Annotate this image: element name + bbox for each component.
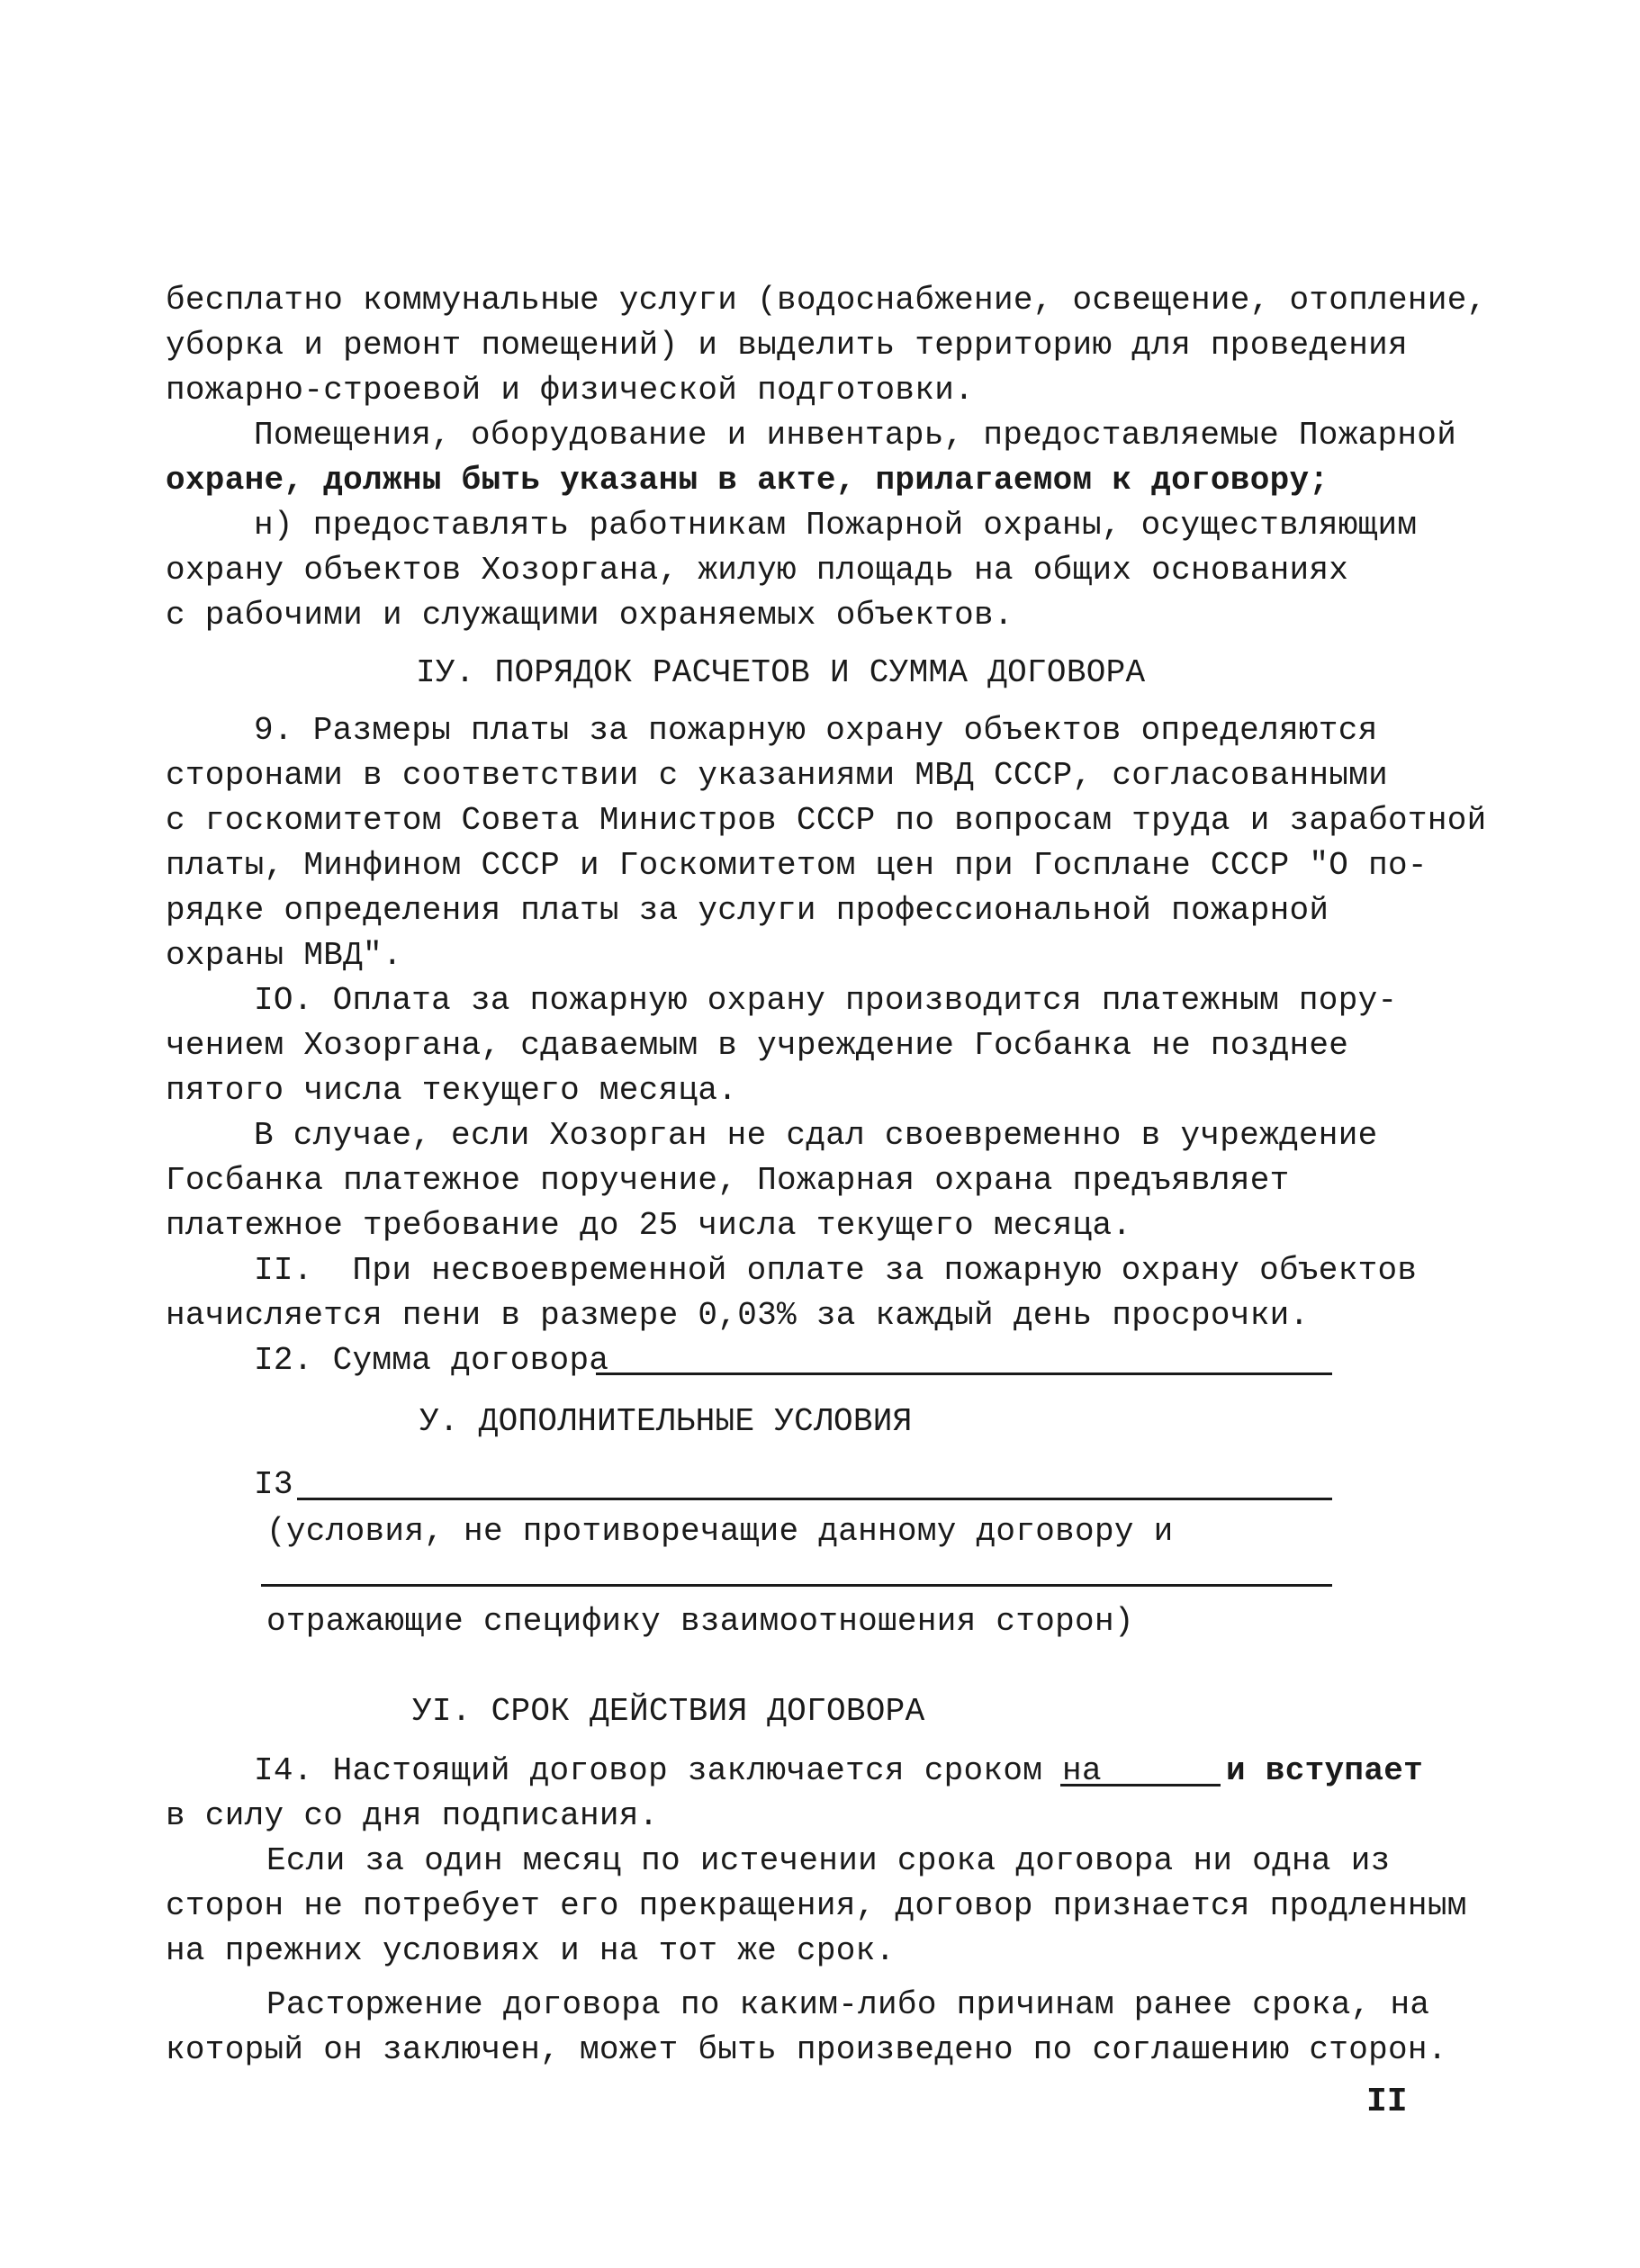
text-line: бесплатно коммунальные услуги (водоснабжение, освещение, отопление, (166, 282, 1487, 319)
section-heading: IУ. ПОРЯДОК РАСЧЕТОВ И СУММА ДОГОВОРА (416, 654, 1146, 691)
text-line: платежное требование до 25 числа текущего месяца. (166, 1207, 1132, 1244)
contract-sum-blank (596, 1372, 1332, 1375)
text-line: Расторжение договора по каким-либо причинам ранее срока, на (266, 1986, 1430, 2023)
text-line: который он заключен, может быть произведено по соглашению сторон. (166, 2031, 1447, 2068)
text-line: с рабочими и служащими охраняемых объектов. (166, 597, 1014, 634)
text-line: Помещения, оборудование и инвентарь, предоставляемые Пожарной (254, 417, 1457, 454)
text-line: платы, Минфином СССР и Госкомитетом цен при Госплане СССР "О по- (166, 847, 1428, 884)
text-line: охране, должны быть указаны в акте, прилагаемом к договору; (166, 462, 1329, 499)
text-line: 9. Размеры платы за пожарную охрану объектов определяются (254, 712, 1378, 749)
text-line: уборка и ремонт помещений) и выделить территорию для проведения (166, 327, 1408, 364)
text-line: в силу со дня подписания. (166, 1797, 659, 1834)
text-line: на прежних условиях и на тот же срок. (166, 1932, 896, 1969)
text-line: I4. Настоящий договор заключается сроком на (254, 1752, 1102, 1789)
clause-13-label: I3 (254, 1466, 293, 1503)
term-blank (1060, 1784, 1221, 1786)
text-line: рядке определения платы за услуги профессиональной пожарной (166, 892, 1329, 929)
text-line: с госкомитетом Совета Министров СССР по вопросам труда и заработной (166, 802, 1487, 839)
text-line: сторонами в соответствии с указаниями МВД СССР, согласованными (166, 757, 1389, 794)
contract-sum-label: I2. Сумма договора (254, 1342, 609, 1379)
text-line: начисляется пени в размере 0,03% за каждый день просрочки. (166, 1297, 1310, 1334)
text-line: пятого числа текущего месяца. (166, 1072, 738, 1109)
text-line: сторон не потребует его прекращения, договор признается продленным (166, 1887, 1467, 1924)
text-line: пожарно-строевой и физической подготовки. (166, 372, 975, 409)
text-line: (условия, не противоречащие данному договору и (266, 1513, 1174, 1550)
text-line: н) предоставлять работникам Пожарной охраны, осуществляющим (254, 507, 1418, 544)
text-line: чением Хозоргана, сдаваемым в учреждение Госбанка не позднее (166, 1027, 1349, 1064)
text-line: II. При несвоевременной оплате за пожарную охрану объектов (254, 1252, 1418, 1289)
page-number: II (1366, 2083, 1408, 2121)
text-line: IO. Оплата за пожарную охрану производится платежным пору- (254, 982, 1398, 1019)
text-line: Если за один месяц по истечении срока договора ни одна из (266, 1842, 1391, 1879)
text-line: охрану объектов Хозоргана, жилую площадь на общих основаниях (166, 552, 1349, 589)
text-line: отражающие специфику взаимоотношения сторон) (266, 1603, 1134, 1640)
section-heading: УI. СРОК ДЕЙСТВИЯ ДОГОВОРА (412, 1693, 925, 1730)
text-line: охраны МВД". (166, 937, 402, 974)
text-line: В случае, если Хозорган не сдал своевременно в учреждение (254, 1117, 1378, 1154)
section-heading: У. ДОПОЛНИТЕЛЬНЫЕ УСЛОВИЯ (419, 1403, 913, 1440)
text-line: Госбанка платежное поручение, Пожарная охрана предъявляет (166, 1162, 1290, 1199)
clause-13-blank-2 (261, 1584, 1332, 1587)
text-line: и вступает (1226, 1752, 1424, 1789)
clause-13-blank (297, 1498, 1332, 1500)
